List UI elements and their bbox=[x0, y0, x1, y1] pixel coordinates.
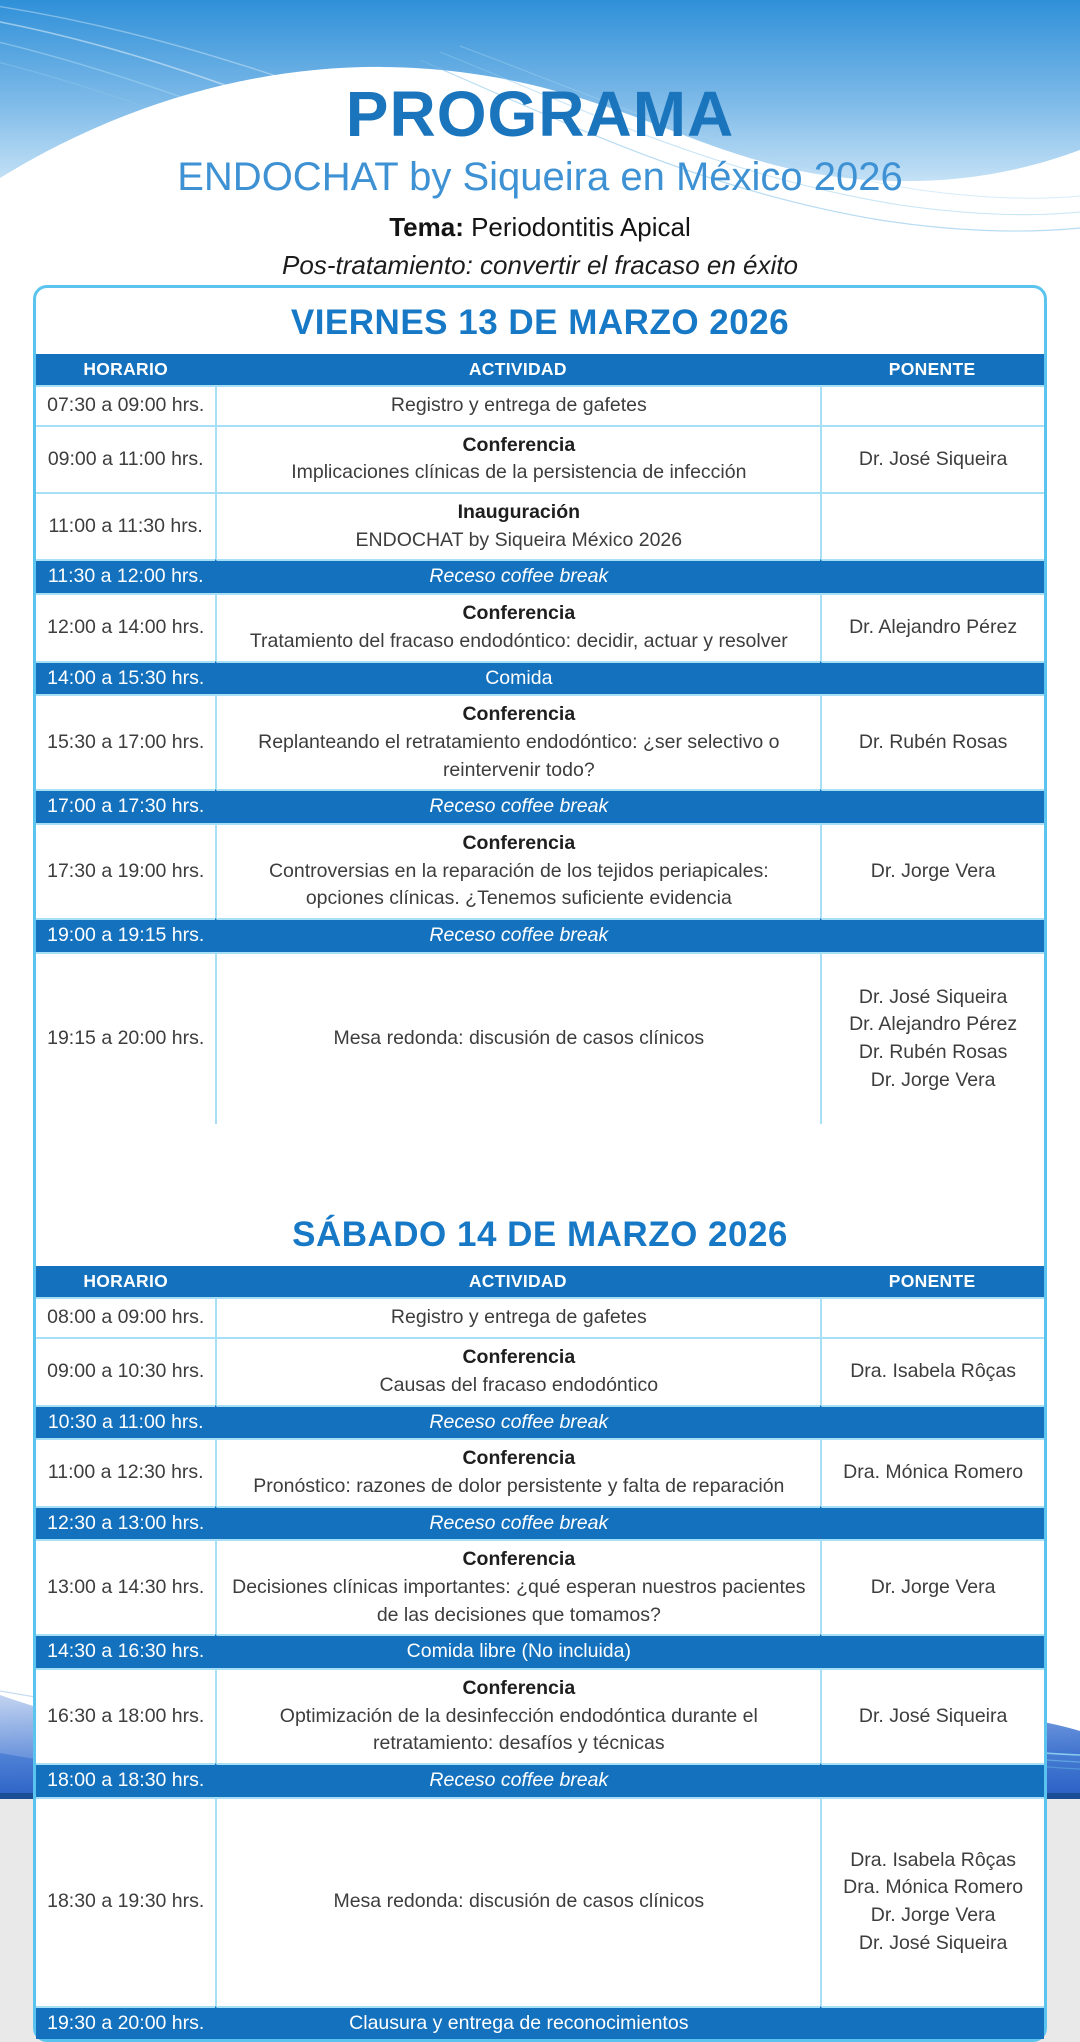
activity-title: Conferencia bbox=[462, 602, 576, 625]
break-row bbox=[36, 918, 1044, 952]
header-text-block bbox=[0, 78, 1080, 281]
activity-cell bbox=[215, 1668, 820, 1763]
break-row bbox=[36, 789, 1044, 823]
event-subtitle: ENDOCHAT by Siqueira en México 2026 bbox=[177, 155, 903, 199]
activity-text: Registro y entrega de gafetes bbox=[390, 394, 647, 416]
activity-title: Conferencia bbox=[462, 831, 576, 854]
time-cell: 14:30 a 16:30 hrs. bbox=[36, 1634, 215, 1668]
speaker-name: Dr. Alejandro Pérez bbox=[849, 615, 1018, 638]
time-cell: 09:00 a 11:00 hrs. bbox=[36, 425, 215, 492]
activity-text: Pronóstico: razones de dolor persistente y falta de reparación bbox=[253, 1474, 785, 1497]
time-cell: 19:00 a 19:15 hrs. bbox=[36, 918, 215, 952]
schedule-row bbox=[36, 1438, 1044, 1505]
schedule-row bbox=[36, 1797, 1044, 2006]
speaker-cell bbox=[820, 1438, 1044, 1505]
column-header-row bbox=[36, 1266, 1044, 1297]
activity-cell bbox=[215, 1797, 820, 2006]
activity-cell: Receso coffee break bbox=[215, 1405, 820, 1439]
activity-cell bbox=[215, 1297, 820, 1337]
speaker-name: Dr. Jorge Vera bbox=[870, 1904, 996, 1927]
activity-cell bbox=[215, 593, 820, 660]
speaker-name: Dr. José Siqueira bbox=[858, 985, 1008, 1008]
speaker-cell bbox=[820, 1337, 1044, 1404]
speaker-name: Dr. Jorge Vera bbox=[870, 1575, 996, 1598]
activity-text: Controversias en la reparación de los tejidos periapicales: opciones clínicas. ¿Tenemos suficiente evidencia bbox=[268, 859, 769, 910]
speaker-name: Dra. Mónica Romero bbox=[843, 1876, 1024, 1899]
speaker-name: Dr. José Siqueira bbox=[858, 1931, 1008, 1954]
time-cell: 12:30 a 13:00 hrs. bbox=[36, 1506, 215, 1540]
speaker-cell bbox=[820, 952, 1044, 1125]
speaker-cell bbox=[820, 1668, 1044, 1763]
time-cell: 13:00 a 14:30 hrs. bbox=[36, 1539, 215, 1634]
time-cell: 17:30 a 19:00 hrs. bbox=[36, 823, 215, 918]
activity-title: Inauguración bbox=[457, 501, 581, 524]
break-row bbox=[36, 1506, 1044, 1540]
column-header-row bbox=[36, 354, 1044, 385]
day-separator bbox=[36, 1124, 1044, 1200]
speaker-name: Dr. Jorge Vera bbox=[870, 859, 996, 882]
schedule-row bbox=[36, 823, 1044, 918]
schedule-table bbox=[36, 354, 1044, 1124]
activity-cell: Receso coffee break bbox=[215, 559, 820, 593]
speaker-name: Dr. Alejandro Pérez bbox=[849, 1013, 1018, 1036]
speaker-cell bbox=[820, 1539, 1044, 1634]
time-cell: 11:30 a 12:00 hrs. bbox=[36, 559, 215, 593]
speaker-name: Dr. Rubén Rosas bbox=[858, 730, 1008, 753]
schedule-row bbox=[36, 492, 1044, 559]
time-cell: 08:00 a 09:00 hrs. bbox=[36, 1297, 215, 1337]
speaker-cell bbox=[820, 1405, 1044, 1439]
activity-cell: Comida bbox=[215, 661, 820, 695]
column-header-actividad: ACTIVIDAD bbox=[215, 354, 820, 385]
speaker-cell bbox=[820, 1297, 1044, 1337]
speaker-name: Dr. José Siqueira bbox=[858, 1704, 1008, 1727]
time-cell: 15:30 a 17:00 hrs. bbox=[36, 694, 215, 789]
time-cell: 17:00 a 17:30 hrs. bbox=[36, 789, 215, 823]
schedule-row bbox=[36, 694, 1044, 789]
activity-cell bbox=[215, 425, 820, 492]
break-row bbox=[36, 559, 1044, 593]
activity-title: Conferencia bbox=[462, 1346, 576, 1369]
speaker-name: Dra. Mónica Romero bbox=[843, 1461, 1024, 1484]
activity-text: ENDOCHAT by Siqueira México 2026 bbox=[355, 528, 683, 551]
activity-cell bbox=[215, 1539, 820, 1634]
speaker-cell bbox=[820, 661, 1044, 695]
break-row bbox=[36, 1763, 1044, 1797]
schedule-row bbox=[36, 385, 1044, 425]
schedule-row bbox=[36, 1297, 1044, 1337]
time-cell: 10:30 a 11:00 hrs. bbox=[36, 1405, 215, 1439]
schedule-row bbox=[36, 952, 1044, 1125]
speaker-cell bbox=[820, 425, 1044, 492]
day-title: SÁBADO 14 DE MARZO 2026 bbox=[292, 1215, 788, 1255]
schedule-table bbox=[36, 1266, 1044, 2039]
time-cell: 16:30 a 18:00 hrs. bbox=[36, 1668, 215, 1763]
program-box bbox=[33, 285, 1047, 2042]
schedule-row bbox=[36, 1337, 1044, 1404]
schedule-row bbox=[36, 1668, 1044, 1763]
break-row bbox=[36, 2006, 1044, 2040]
time-cell: 18:00 a 18:30 hrs. bbox=[36, 1763, 215, 1797]
speaker-cell bbox=[820, 789, 1044, 823]
speaker-cell bbox=[820, 823, 1044, 918]
activity-text: Optimización de la desinfección endodóntica durante el retratamiento: desafíos y técnicas bbox=[279, 1704, 758, 1755]
activity-text: Mesa redonda: discusión de casos clínicos bbox=[333, 1890, 705, 1913]
activity-title: Conferencia bbox=[462, 1548, 576, 1571]
column-header-horario: HORARIO bbox=[36, 1266, 215, 1297]
speaker-name: Dra. Isabela Rôças bbox=[850, 1848, 1017, 1871]
time-cell: 07:30 a 09:00 hrs. bbox=[36, 385, 215, 425]
activity-cell bbox=[215, 952, 820, 1125]
time-cell: 11:00 a 12:30 hrs. bbox=[36, 1438, 215, 1505]
activity-cell: Receso coffee break bbox=[215, 1506, 820, 1540]
break-row bbox=[36, 1405, 1044, 1439]
theme-line bbox=[0, 212, 1080, 243]
activity-cell: Receso coffee break bbox=[215, 1763, 820, 1797]
column-header-ponente: PONENTE bbox=[820, 354, 1044, 385]
time-cell: 09:00 a 10:30 hrs. bbox=[36, 1337, 215, 1404]
activity-text: Implicaciones clínicas de la persistencia de infección bbox=[291, 461, 747, 484]
speaker-cell bbox=[820, 492, 1044, 559]
activity-cell bbox=[215, 1438, 820, 1505]
activity-cell bbox=[215, 385, 820, 425]
column-header-ponente: PONENTE bbox=[820, 1266, 1044, 1297]
schedule-row bbox=[36, 593, 1044, 660]
column-header-actividad: ACTIVIDAD bbox=[215, 1266, 820, 1297]
theme-value: Periodontitis Apical bbox=[471, 212, 691, 242]
activity-cell: Receso coffee break bbox=[215, 789, 820, 823]
column-header-horario: HORARIO bbox=[36, 354, 215, 385]
speaker-cell bbox=[820, 694, 1044, 789]
activity-text: Mesa redonda: discusión de casos clínicos bbox=[333, 1027, 705, 1050]
speaker-name: Dr. Jorge Vera bbox=[870, 1068, 996, 1091]
time-cell: 11:00 a 11:30 hrs. bbox=[36, 492, 215, 559]
page-header bbox=[0, 0, 1080, 285]
speaker-cell bbox=[820, 1763, 1044, 1797]
activity-title: Conferencia bbox=[462, 1677, 576, 1699]
activity-cell bbox=[215, 492, 820, 559]
activity-cell: Receso coffee break bbox=[215, 918, 820, 952]
schedule-row bbox=[36, 1539, 1044, 1634]
time-cell: 14:00 a 15:30 hrs. bbox=[36, 661, 215, 695]
activity-cell bbox=[215, 1337, 820, 1404]
activity-cell: Clausura y entrega de reconocimientos bbox=[215, 2006, 820, 2040]
activity-cell bbox=[215, 823, 820, 918]
speaker-cell bbox=[820, 918, 1044, 952]
break-row bbox=[36, 661, 1044, 695]
speaker-name: Dra. Isabela Rôças bbox=[850, 1359, 1017, 1382]
speaker-name: Dr. Rubén Rosas bbox=[858, 1041, 1008, 1064]
activity-text: Replanteando el retratamiento endodóntico: ¿ser selectivo o reintervenir todo? bbox=[258, 730, 780, 781]
day-title: VIERNES 13 DE MARZO 2026 bbox=[290, 303, 790, 342]
speaker-cell bbox=[820, 1634, 1044, 1668]
activity-text: Decisiones clínicas importantes: ¿qué esperan nuestros pacientes de las decisiones que tomamos? bbox=[232, 1575, 806, 1626]
time-cell: 12:00 a 14:00 hrs. bbox=[36, 593, 215, 660]
speaker-cell bbox=[820, 385, 1044, 425]
speaker-cell bbox=[820, 1797, 1044, 2006]
activity-cell bbox=[215, 694, 820, 789]
activity-text: Tratamiento del fracaso endodóntico: decidir, actuar y resolver bbox=[249, 629, 788, 652]
time-cell: 19:30 a 20:00 hrs. bbox=[36, 2006, 215, 2040]
theme-tagline: Pos-tratamiento: convertir el fracaso en éxito bbox=[282, 250, 798, 280]
activity-cell: Comida libre (No incluida) bbox=[215, 1634, 820, 1668]
activity-text: Causas del fracaso endodóntico bbox=[379, 1373, 659, 1396]
speaker-cell bbox=[820, 593, 1044, 660]
speaker-cell bbox=[820, 2006, 1044, 2040]
speaker-name: Dr. José Siqueira bbox=[858, 447, 1008, 470]
page-title: PROGRAMA bbox=[345, 78, 735, 150]
activity-title: Conferencia bbox=[462, 703, 576, 726]
activity-title: Conferencia bbox=[462, 1447, 576, 1470]
activity-title: Conferencia bbox=[462, 433, 576, 456]
speaker-cell bbox=[820, 1506, 1044, 1540]
speaker-cell bbox=[820, 559, 1044, 593]
activity-text: Registro y entrega de gafetes bbox=[390, 1306, 647, 1329]
schedule-row bbox=[36, 425, 1044, 492]
theme-label: Tema: bbox=[389, 212, 464, 242]
break-row bbox=[36, 1634, 1044, 1668]
time-cell: 19:15 a 20:00 hrs. bbox=[36, 952, 215, 1125]
time-cell: 18:30 a 19:30 hrs. bbox=[36, 1797, 215, 2006]
